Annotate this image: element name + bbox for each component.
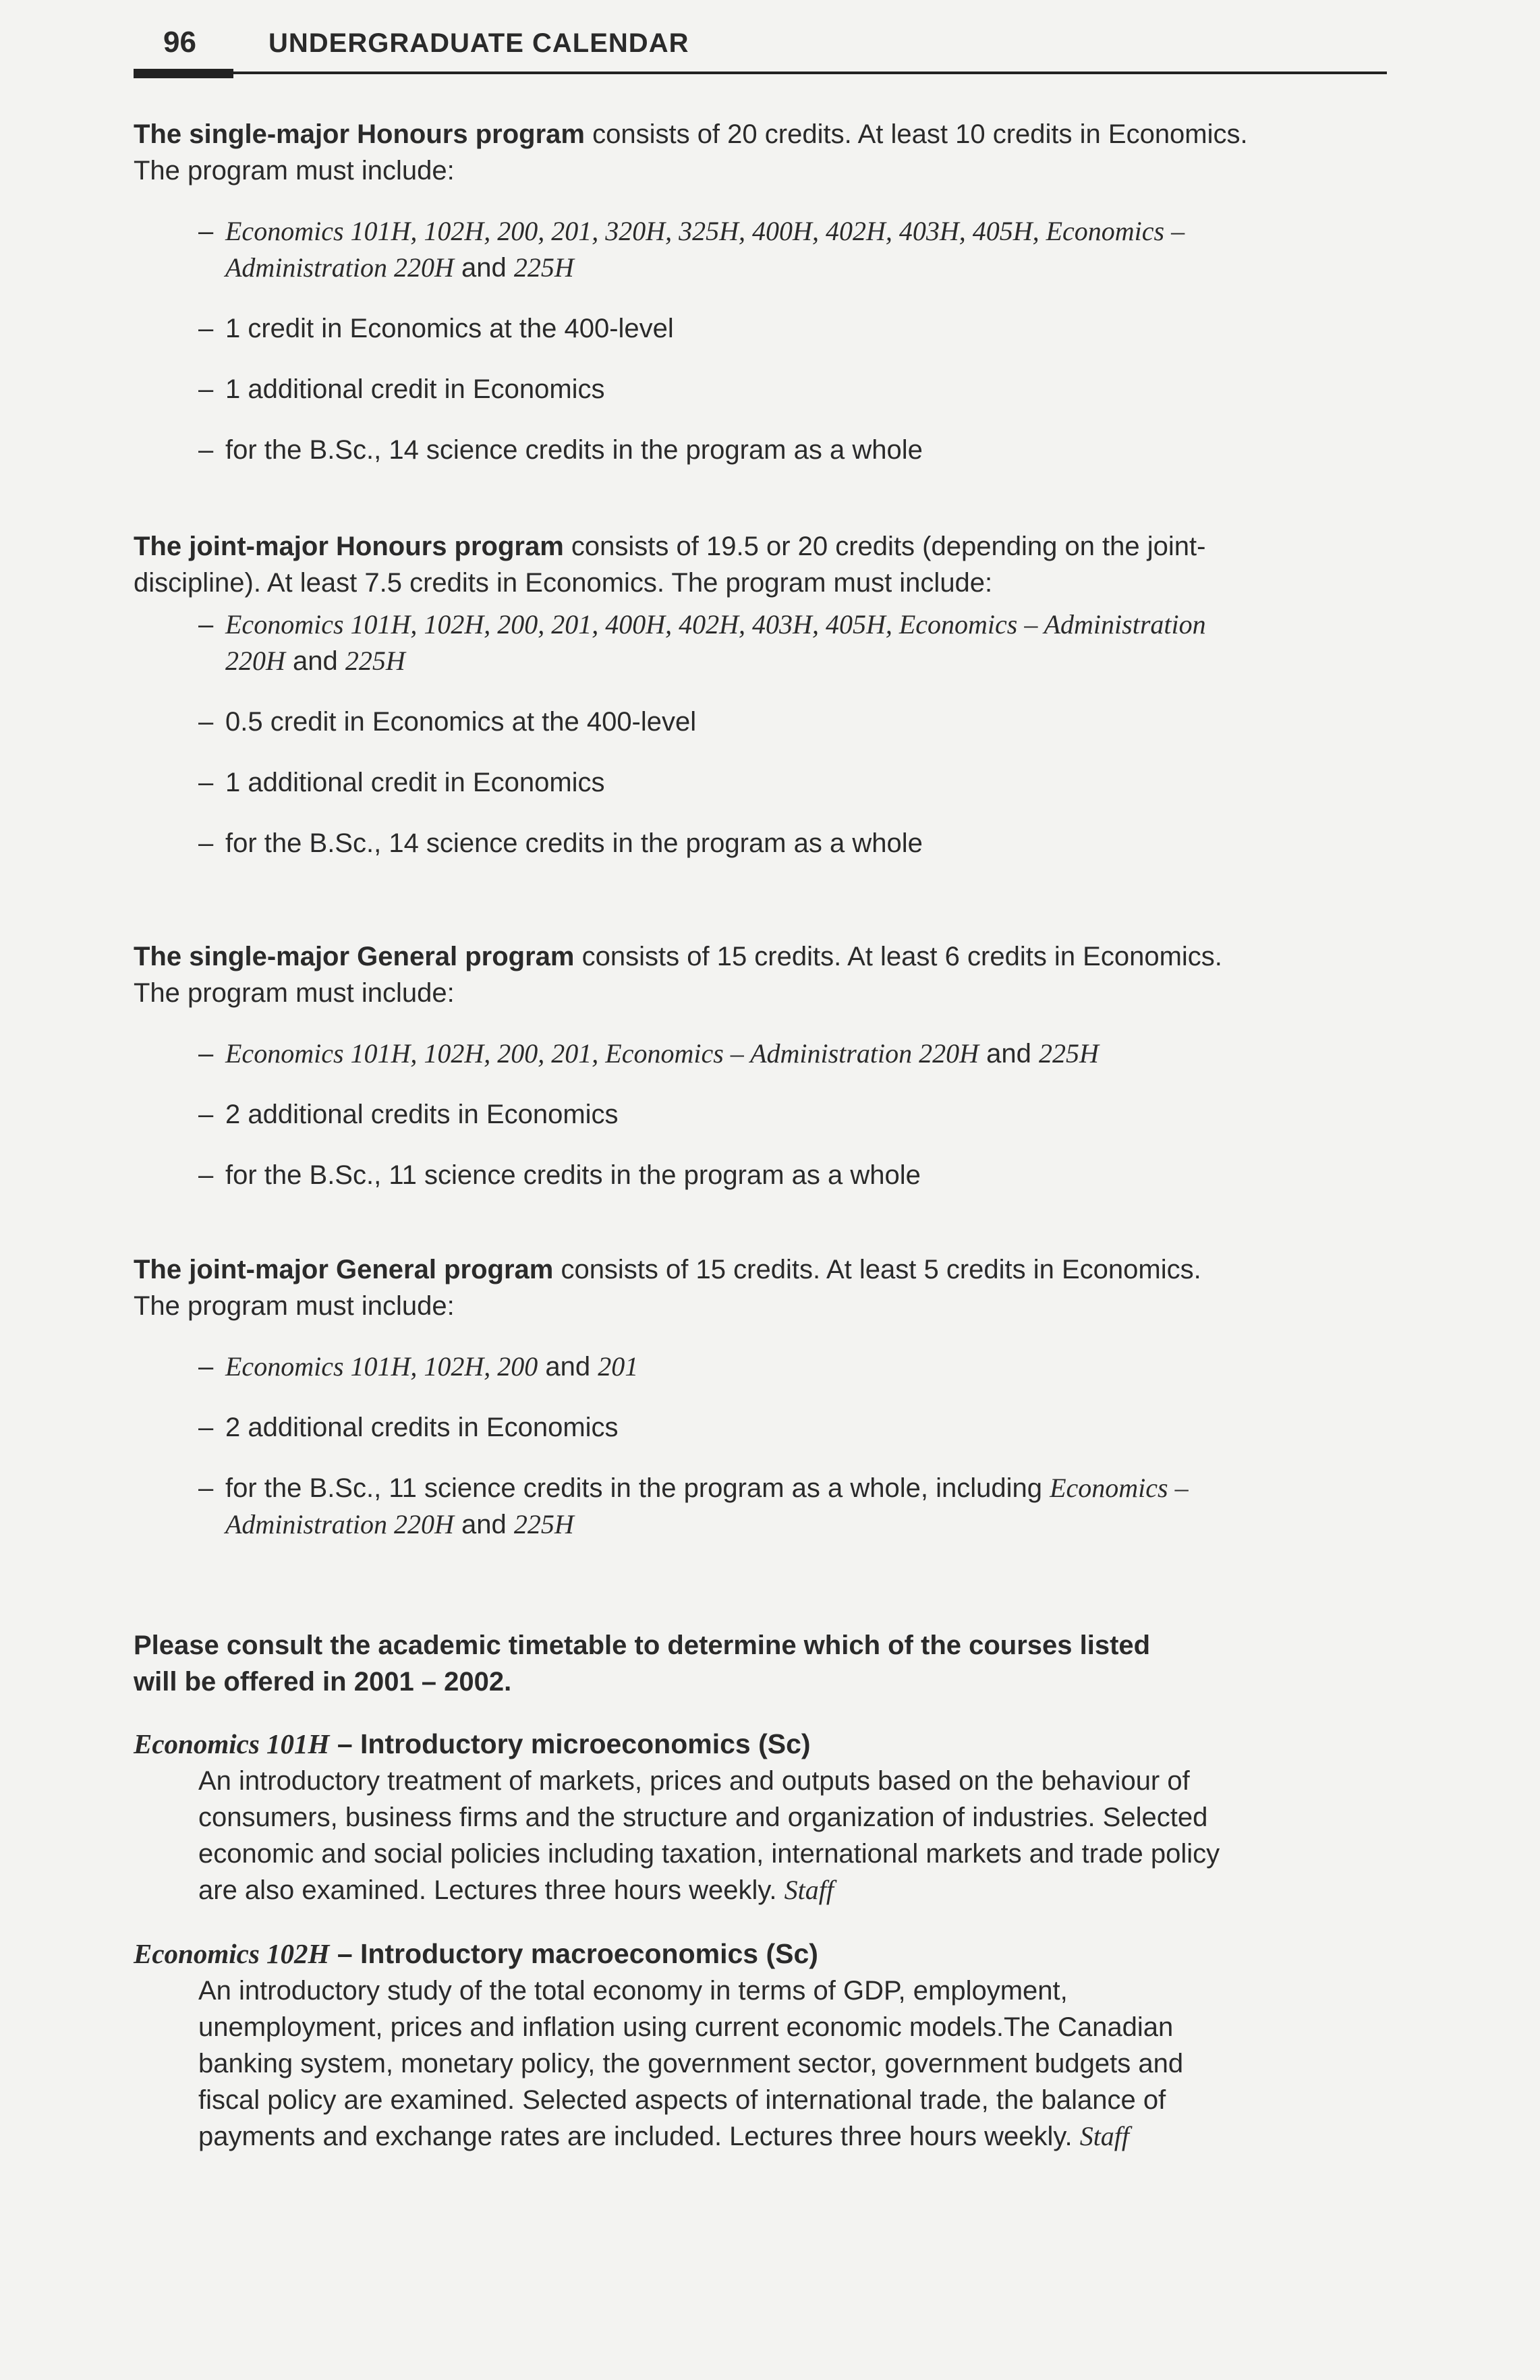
requirement-item: – 1 additional credit in Economics — [198, 768, 605, 797]
requirement-item: – for the B.Sc., 14 science credits in the program as a whole — [198, 435, 923, 465]
requirement-item: – 1 additional credit in Economics — [198, 374, 605, 404]
program-intro: The single-major Honours program consists of 20 credits. At least 10 credits in Economics. — [134, 119, 1248, 149]
requirement-item: – 2 additional credits in Economics — [198, 1100, 619, 1129]
requirement-item: – Economics 101H, 102H, 200, 201, 320H, 325H, 400H, 402H, 403H, 405H, Economics – Administration 220H and 225H — [198, 216, 1185, 283]
header-tab-mark — [134, 69, 233, 78]
header-rule — [134, 72, 1387, 74]
program-name: The single-major Honours program — [134, 119, 585, 149]
program-intro: The single-major General program consists of 15 credits. At least 6 credits in Economics. — [134, 942, 1222, 971]
program-intro: The joint-major General program consists of 15 credits. At least 5 credits in Economics. — [134, 1255, 1201, 1284]
program-intro: The joint-major Honours program consists of 19.5 or 20 credits (depending on the joint- — [134, 532, 1206, 561]
course-entry — [134, 1725, 1388, 1908]
program-section — [134, 1251, 1388, 1543]
instructor: Staff — [784, 1875, 834, 1905]
program-intro-line: The program must include: — [134, 978, 455, 1008]
requirement-item: – 2 additional credits in Economics — [198, 1413, 619, 1442]
program-intro-line: discipline). At least 7.5 credits in Economics. The program must include: — [134, 568, 993, 598]
program-section — [134, 528, 1388, 861]
page-number: 96 — [163, 26, 196, 59]
program-name: The joint-major Honours program — [134, 532, 564, 561]
course-title: Economics 102H – Introductory macroeconomics (Sc) — [134, 1938, 818, 1969]
course-title: Economics 101H – Introductory microeconomics (Sc) — [134, 1728, 811, 1759]
course-description: An introductory study of the total economy in terms of GDP, employment, unemployment, prices and inflation using current economic models.The Canadian banking system, monetary policy, the government sector, government budgets and fiscal policy are examined. Selected aspects of international trade, the balance of payments and exchange rates are included. Lectures three hours weekly. Staff — [198, 1976, 1184, 2151]
requirement-item: – 0.5 credit in Economics at the 400-level — [198, 707, 697, 737]
course-description: An introductory treatment of markets, prices and outputs based on the behaviour of consumers, business firms and the structure and organization of industries. Selected economic and social policies including taxation, international markets and trade policy are also examined. Lectures three hours weekly. Staff — [198, 1766, 1220, 1905]
course-code: Economics 102H — [134, 1938, 330, 1969]
timetable-notice: Please consult the academic timetable to determine which of the courses listed will be offered in 2001 – 2002. — [134, 1631, 1151, 1697]
requirement-item: – Economics 101H, 102H, 200 and 201 — [198, 1351, 639, 1382]
course-entry — [134, 1935, 1388, 2155]
program-section — [134, 116, 1388, 468]
program-name: The single-major General program — [134, 942, 575, 971]
requirement-item: – for the B.Sc., 11 science credits in the program as a whole — [198, 1160, 921, 1190]
requirement-item: – for the B.Sc., 14 science credits in the program as a whole — [198, 828, 923, 858]
requirement-item: – Economics 101H, 102H, 200, 201, 400H, 402H, 403H, 405H, Economics – Administration 220H and 225H — [198, 609, 1206, 676]
requirement-item: – 1 credit in Economics at the 400-level — [198, 314, 674, 343]
program-section — [134, 938, 1388, 1193]
program-name: The joint-major General program — [134, 1255, 554, 1284]
instructor: Staff — [1079, 2121, 1130, 2151]
program-intro-line: The program must include: — [134, 1291, 455, 1321]
requirement-item: – for the B.Sc., 11 science credits in the program as a whole, including Economics – Administration 220H and 225H — [198, 1473, 1189, 1539]
requirement-item: – Economics 101H, 102H, 200, 201, Economics – Administration 220H and 225H — [198, 1038, 1099, 1069]
course-code: Economics 101H — [134, 1728, 330, 1759]
program-intro-line: The program must include: — [134, 156, 455, 186]
running-title: UNDERGRADUATE CALENDAR — [268, 28, 689, 58]
